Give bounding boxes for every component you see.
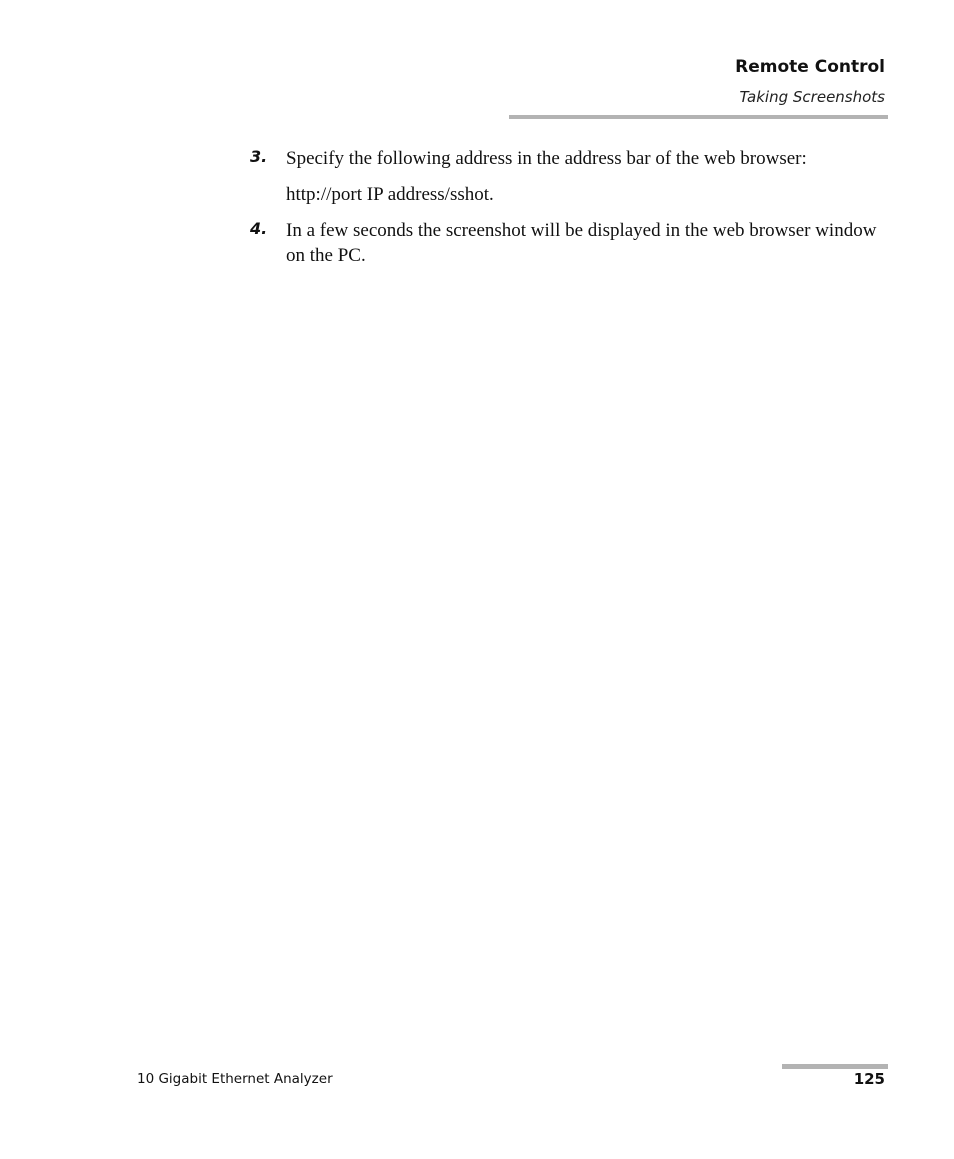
page-number: 125 [853,1070,885,1088]
step-number: 3. [250,147,268,166]
section-title: Taking Screenshots [739,88,885,106]
header-divider [509,115,888,119]
step-number: 4. [250,219,268,238]
step-text: Specify the following address in the address bar of the web browser: [286,148,807,169]
footer-product-name: 10 Gigabit Ethernet Analyzer [137,1071,333,1087]
chapter-title: Remote Control [735,57,885,77]
footer-divider [782,1064,888,1069]
address-url: http://port IP address/sshot. [286,184,494,205]
step-text: In a few seconds the screenshot will be displayed in the web browser window on the PC. [286,220,877,266]
